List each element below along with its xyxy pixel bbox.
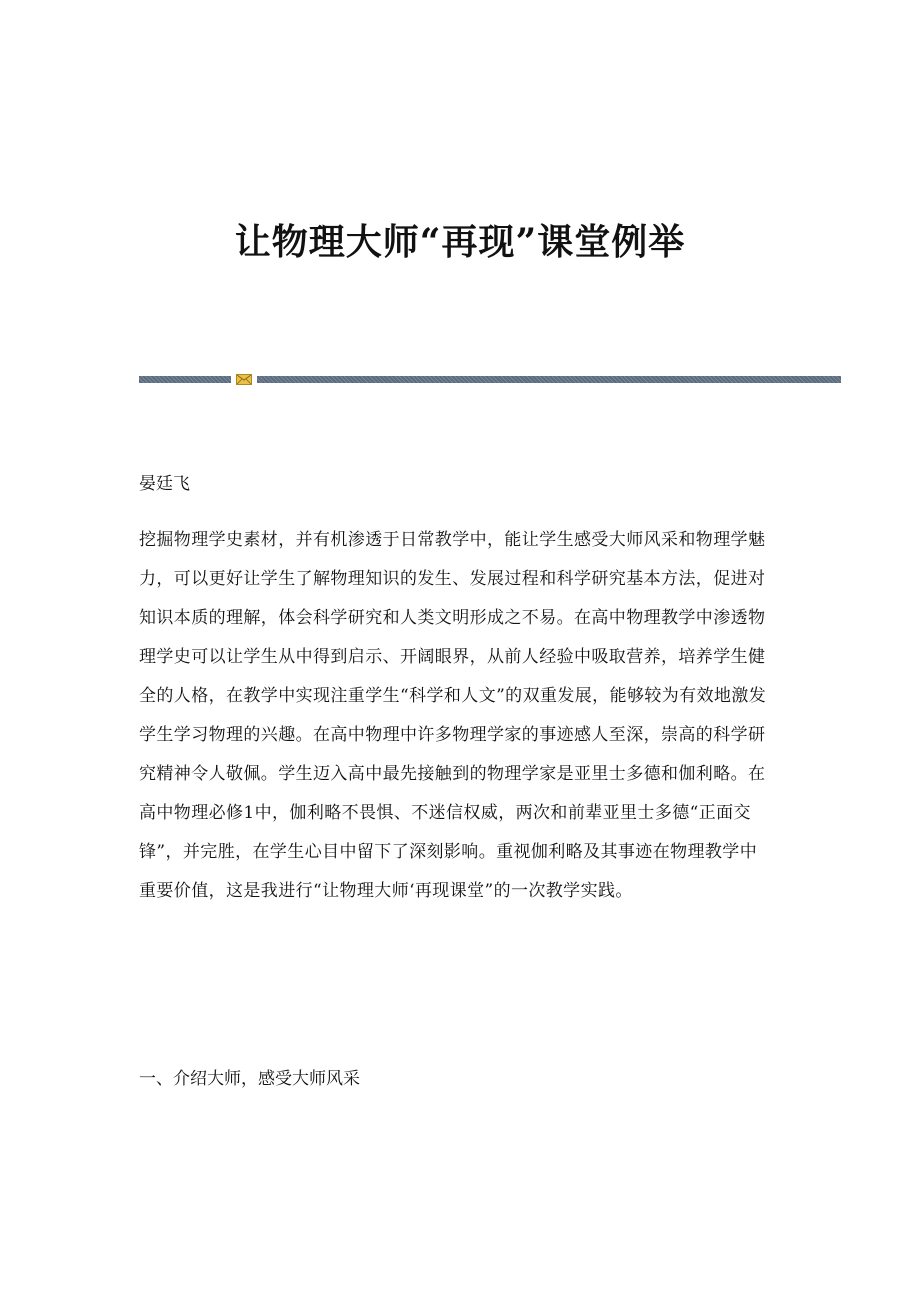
divider-bar-right [257, 376, 841, 383]
author-name: 晏廷飞 [139, 474, 190, 494]
document-title: 让物理大师“再现”课堂例举 [234, 221, 686, 263]
envelope-icon [236, 374, 252, 385]
intro-paragraph: 挖掘物理学史素材，并有机渗透于日常教学中，能让学生感受大师风采和物理学魅力，可以更好让学生了解物理知识的发生、发展过程和科学研究基本方法，促进对知识本质的理解，体会科学研究和人类文明形成之不易。在高中物理教学中渗透物理学史可以让学生从中得到启示、开阔眼界，从前人经验中吸取营养，培养学生健全的人格，在教学中实现注重学生“科学和人文”的双重发展，能够较为有效地激发学生学习物理的兴趣。在高中物理中许多物理学家的事迹感人至深，崇高的科学研究精神令人敬佩。学生迈入高中最先接触到的物理学家是亚里士多德和伽利略。在高中物理必修1中，伽利略不畏惧、不迷信权威，两次和前辈亚里士多德“正面交锋”，并完胜，在学生心目中留下了深刻影响。重视伽利略及其事迹在物理教学中重要价值，这是我进行“让物理大师‘再现课堂”的一次教学实践。 [139, 530, 767, 901]
divider-bar-left [139, 376, 231, 383]
title-divider [139, 374, 841, 386]
section-heading: 一、介绍大师，感受大师风采 [139, 1069, 360, 1089]
